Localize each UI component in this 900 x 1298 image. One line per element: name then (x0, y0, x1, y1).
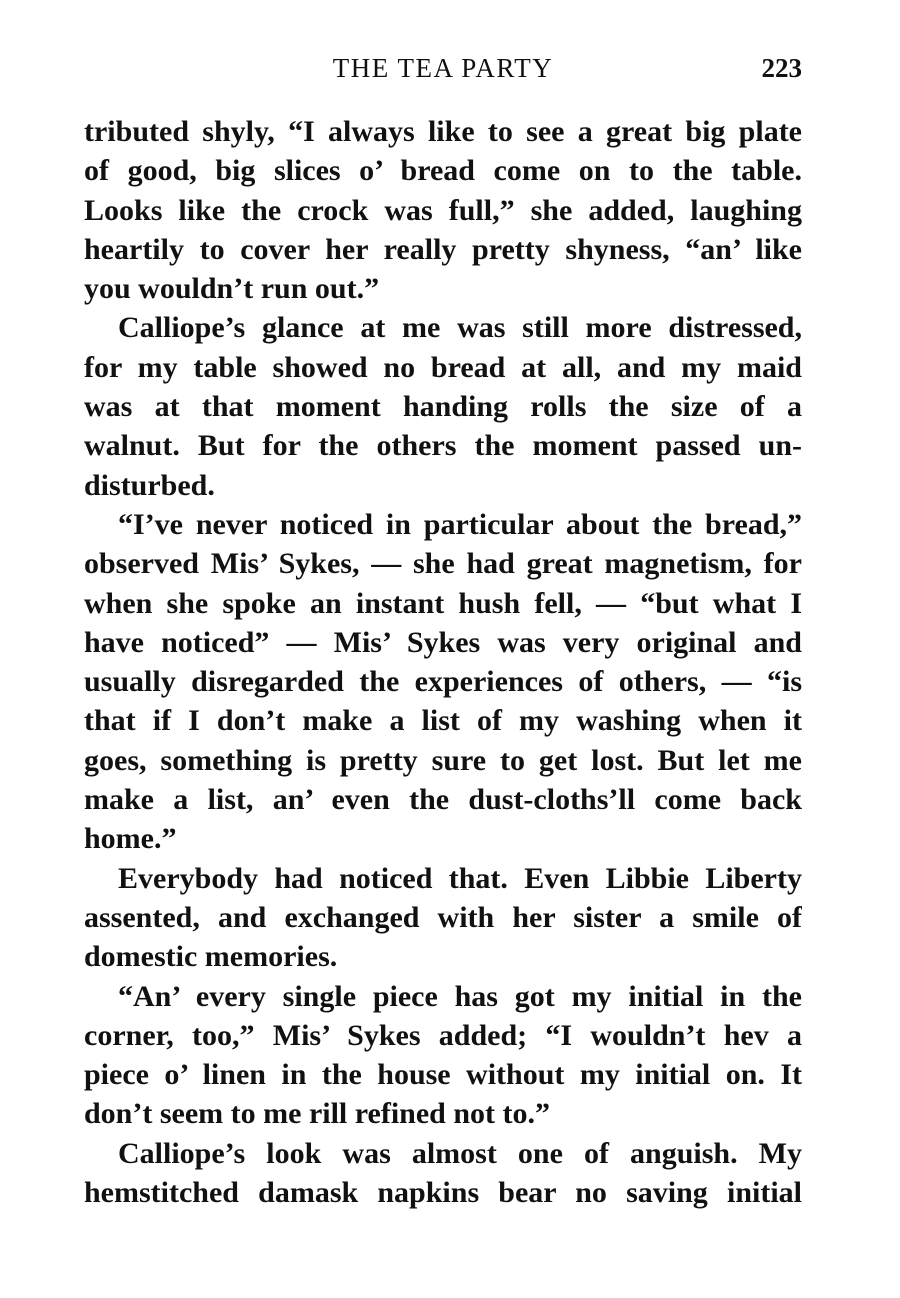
text-line: tributed shyly, “I always like to see a great big plate (84, 115, 802, 148)
paragraph (84, 505, 802, 859)
paragraph (84, 1134, 802, 1213)
text-line: don’t seem to me rill refined not to.” (84, 1097, 551, 1131)
text-line: corner, too,” Mis’ Sykes added; “I wouldn’t hev a (84, 1018, 802, 1052)
text-line: home.” (84, 822, 177, 856)
text-line: Looks like the crock was full,” she added, laughing (84, 193, 802, 227)
text-line: disturbed. (84, 468, 215, 502)
text-line: have noticed” — Mis’ Sykes was very original and (84, 625, 802, 659)
text-line: of good, big slices o’ bread come on to the table. (84, 154, 802, 188)
text-line: goes, something is pretty sure to get lost. But let me (84, 743, 802, 777)
text-line: walnut. But for the others the moment passed un- (84, 429, 802, 463)
text-line: domestic memories. (84, 940, 338, 974)
paragraph (84, 859, 802, 977)
running-title: THE TEA PARTY (332, 53, 554, 83)
text-line: observed Mis’ Sykes, — she had great magnetism, for (84, 547, 802, 581)
text-line: assented, and exchanged with her sister a smile of (84, 900, 802, 934)
running-head (84, 50, 802, 86)
body-text (84, 112, 802, 1212)
page-number: 223 (761, 53, 802, 83)
paragraph (84, 308, 802, 504)
text-line: usually disregarded the experiences of others, — “is (84, 665, 802, 699)
paragraph (84, 977, 802, 1134)
text-line: Everybody had noticed that. Even Libbie Liberty (118, 861, 802, 895)
text-line: Calliope’s look was almost one of anguish. My (118, 1136, 802, 1170)
text-line: when she spoke an instant hush fell, — “but what I (84, 586, 802, 620)
text-line: Calliope’s glance at me was still more distressed, (118, 311, 802, 345)
text-line: make a list, an’ even the dust-cloths’ll come back (84, 783, 802, 817)
text-line: that if I don’t make a list of my washing when it (84, 704, 802, 738)
paragraph (84, 112, 802, 308)
text-line: for my table showed no bread at all, and my maid (84, 350, 802, 384)
text-line: you wouldn’t run out.” (84, 272, 380, 306)
text-line: “An’ every single piece has got my initial in the (118, 979, 802, 1013)
text-line: piece o’ linen in the house without my initial on. It (84, 1058, 802, 1092)
text-line: heartily to cover her really pretty shyness, “an’ like (84, 232, 802, 266)
text-line: was at that moment handing rolls the size of a (84, 390, 802, 424)
text-line: “I’ve never noticed in particular about the bread,” (118, 507, 802, 541)
text-line: hemstitched damask napkins bear no saving initial (84, 1176, 802, 1210)
